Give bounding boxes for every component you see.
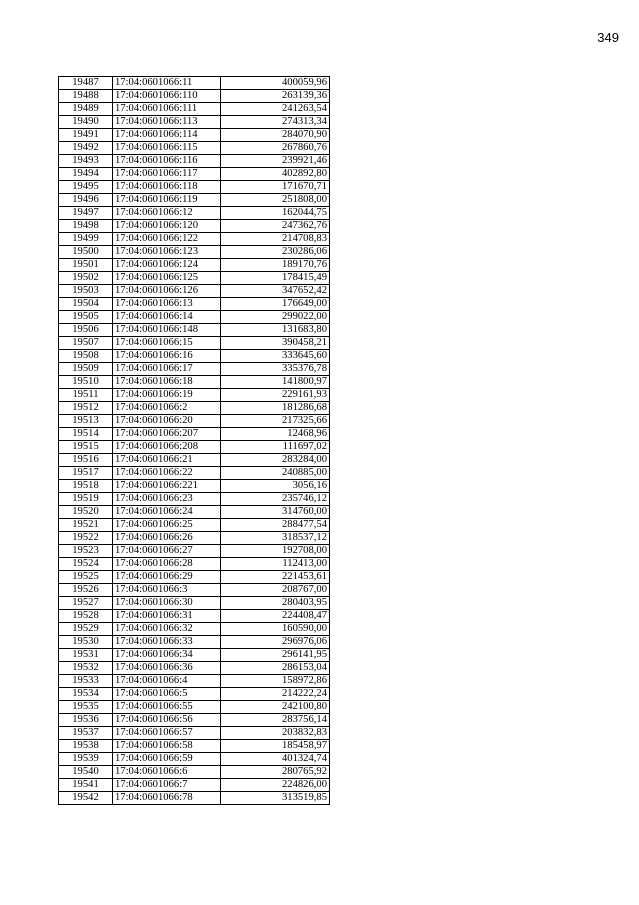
table-row: [59, 155, 330, 168]
cadastral-number-cell: 17:04:0601066:22: [113, 467, 221, 480]
row-number-cell: 19498: [59, 220, 113, 233]
value-cell: 390458,21: [221, 337, 330, 350]
row-number-cell: 19489: [59, 103, 113, 116]
cadastral-number-cell: 17:04:0601066:17: [113, 363, 221, 376]
row-number-cell: 19538: [59, 740, 113, 753]
value-cell: 214708,83: [221, 233, 330, 246]
cadastral-number-cell: 17:04:0601066:32: [113, 623, 221, 636]
cadastral-number-cell: 17:04:0601066:29: [113, 571, 221, 584]
table-row: [59, 428, 330, 441]
cadastral-number-cell: 17:04:0601066:126: [113, 285, 221, 298]
value-cell: 400059,96: [221, 77, 330, 90]
table-row: [59, 506, 330, 519]
cadastral-number-cell: 17:04:0601066:110: [113, 90, 221, 103]
value-cell: 131683,80: [221, 324, 330, 337]
cadastral-number-cell: 17:04:0601066:114: [113, 129, 221, 142]
row-number-cell: 19539: [59, 753, 113, 766]
row-number-cell: 19510: [59, 376, 113, 389]
table-row: [59, 532, 330, 545]
value-cell: 335376,78: [221, 363, 330, 376]
value-cell: 401324,74: [221, 753, 330, 766]
cadastral-number-cell: 17:04:0601066:21: [113, 454, 221, 467]
cadastral-number-cell: 17:04:0601066:34: [113, 649, 221, 662]
value-cell: 221453,61: [221, 571, 330, 584]
table-row: [59, 324, 330, 337]
cadastral-number-cell: 17:04:0601066:24: [113, 506, 221, 519]
row-number-cell: 19536: [59, 714, 113, 727]
cadastral-number-cell: 17:04:0601066:122: [113, 233, 221, 246]
value-cell: 208767,00: [221, 584, 330, 597]
row-number-cell: 19511: [59, 389, 113, 402]
value-cell: 230286,06: [221, 246, 330, 259]
value-cell: 171670,71: [221, 181, 330, 194]
row-number-cell: 19503: [59, 285, 113, 298]
table-row: [59, 714, 330, 727]
table-row: [59, 129, 330, 142]
value-cell: 217325,66: [221, 415, 330, 428]
value-cell: 189170,76: [221, 259, 330, 272]
table-row: [59, 727, 330, 740]
value-cell: 203832,83: [221, 727, 330, 740]
value-cell: 176649,00: [221, 298, 330, 311]
cadastral-number-cell: 17:04:0601066:125: [113, 272, 221, 285]
value-cell: 283284,00: [221, 454, 330, 467]
table-row: [59, 493, 330, 506]
cadastral-number-cell: 17:04:0601066:28: [113, 558, 221, 571]
table-row: [59, 441, 330, 454]
value-cell: 235746,12: [221, 493, 330, 506]
value-cell: 192708,00: [221, 545, 330, 558]
row-number-cell: 19522: [59, 532, 113, 545]
row-number-cell: 19514: [59, 428, 113, 441]
value-cell: 296141,95: [221, 649, 330, 662]
cadastral-number-cell: 17:04:0601066:57: [113, 727, 221, 740]
cadastral-number-cell: 17:04:0601066:20: [113, 415, 221, 428]
cadastral-number-cell: 17:04:0601066:119: [113, 194, 221, 207]
value-cell: 247362,76: [221, 220, 330, 233]
row-number-cell: 19491: [59, 129, 113, 142]
table-row: [59, 623, 330, 636]
value-cell: 286153,04: [221, 662, 330, 675]
table-row: [59, 298, 330, 311]
value-cell: 214222,24: [221, 688, 330, 701]
row-number-cell: 19541: [59, 779, 113, 792]
row-number-cell: 19525: [59, 571, 113, 584]
row-number-cell: 19523: [59, 545, 113, 558]
value-cell: 267860,76: [221, 142, 330, 155]
row-number-cell: 19488: [59, 90, 113, 103]
table-row: [59, 467, 330, 480]
value-cell: 112413,00: [221, 558, 330, 571]
cadastral-number-cell: 17:04:0601066:14: [113, 311, 221, 324]
cadastral-number-cell: 17:04:0601066:15: [113, 337, 221, 350]
value-cell: 239921,46: [221, 155, 330, 168]
cadastral-number-cell: 17:04:0601066:31: [113, 610, 221, 623]
row-number-cell: 19499: [59, 233, 113, 246]
table-row: [59, 337, 330, 350]
table-row: [59, 194, 330, 207]
cadastral-number-cell: 17:04:0601066:7: [113, 779, 221, 792]
value-cell: 284070,90: [221, 129, 330, 142]
table-row: [59, 389, 330, 402]
row-number-cell: 19527: [59, 597, 113, 610]
value-cell: 181286,68: [221, 402, 330, 415]
table-row: [59, 376, 330, 389]
cadastral-number-cell: 17:04:0601066:36: [113, 662, 221, 675]
row-number-cell: 19502: [59, 272, 113, 285]
row-number-cell: 19515: [59, 441, 113, 454]
row-number-cell: 19531: [59, 649, 113, 662]
row-number-cell: 19535: [59, 701, 113, 714]
value-cell: 296976,06: [221, 636, 330, 649]
value-cell: 141800,97: [221, 376, 330, 389]
table-row: [59, 207, 330, 220]
row-number-cell: 19518: [59, 480, 113, 493]
value-cell: 241263,54: [221, 103, 330, 116]
table-row: [59, 272, 330, 285]
table-row: [59, 753, 330, 766]
table-row: [59, 571, 330, 584]
table-row: [59, 246, 330, 259]
row-number-cell: 19505: [59, 311, 113, 324]
cadastral-number-cell: 17:04:0601066:33: [113, 636, 221, 649]
value-cell: 178415,49: [221, 272, 330, 285]
cadastral-number-cell: 17:04:0601066:3: [113, 584, 221, 597]
cadastral-number-cell: 17:04:0601066:25: [113, 519, 221, 532]
table-body: [59, 77, 330, 805]
value-cell: 12468,96: [221, 428, 330, 441]
value-cell: 313519,85: [221, 792, 330, 805]
page-number: 349: [597, 30, 619, 45]
table-row: [59, 402, 330, 415]
cadastral-number-cell: 17:04:0601066:30: [113, 597, 221, 610]
table-row: [59, 181, 330, 194]
value-cell: 251808,00: [221, 194, 330, 207]
row-number-cell: 19533: [59, 675, 113, 688]
row-number-cell: 19519: [59, 493, 113, 506]
table-row: [59, 636, 330, 649]
row-number-cell: 19497: [59, 207, 113, 220]
row-number-cell: 19520: [59, 506, 113, 519]
row-number-cell: 19512: [59, 402, 113, 415]
cadastral-number-cell: 17:04:0601066:27: [113, 545, 221, 558]
table-row: [59, 103, 330, 116]
row-number-cell: 19508: [59, 350, 113, 363]
row-number-cell: 19513: [59, 415, 113, 428]
value-cell: 224408,47: [221, 610, 330, 623]
cadastral-number-cell: 17:04:0601066:221: [113, 480, 221, 493]
row-number-cell: 19501: [59, 259, 113, 272]
cadastral-value-table: [58, 76, 330, 805]
row-number-cell: 19496: [59, 194, 113, 207]
table-row: [59, 116, 330, 129]
row-number-cell: 19500: [59, 246, 113, 259]
table-row: [59, 142, 330, 155]
row-number-cell: 19493: [59, 155, 113, 168]
table-row: [59, 766, 330, 779]
table-row: [59, 168, 330, 181]
row-number-cell: 19487: [59, 77, 113, 90]
row-number-cell: 19529: [59, 623, 113, 636]
value-cell: 299022,00: [221, 311, 330, 324]
row-number-cell: 19490: [59, 116, 113, 129]
value-cell: 263139,36: [221, 90, 330, 103]
row-number-cell: 19504: [59, 298, 113, 311]
table-row: [59, 233, 330, 246]
value-cell: 283756,14: [221, 714, 330, 727]
row-number-cell: 19516: [59, 454, 113, 467]
cadastral-number-cell: 17:04:0601066:11: [113, 77, 221, 90]
row-number-cell: 19532: [59, 662, 113, 675]
cadastral-number-cell: 17:04:0601066:4: [113, 675, 221, 688]
cadastral-number-cell: 17:04:0601066:5: [113, 688, 221, 701]
cadastral-number-cell: 17:04:0601066:111: [113, 103, 221, 116]
table-row: [59, 363, 330, 376]
row-number-cell: 19509: [59, 363, 113, 376]
row-number-cell: 19540: [59, 766, 113, 779]
table-row: [59, 285, 330, 298]
row-number-cell: 19537: [59, 727, 113, 740]
value-cell: 280403,95: [221, 597, 330, 610]
table-row: [59, 701, 330, 714]
table-row: [59, 558, 330, 571]
table-row: [59, 77, 330, 90]
value-cell: 3056,16: [221, 480, 330, 493]
value-cell: 288477,54: [221, 519, 330, 532]
cadastral-number-cell: 17:04:0601066:115: [113, 142, 221, 155]
cadastral-number-cell: 17:04:0601066:6: [113, 766, 221, 779]
value-cell: 318537,12: [221, 532, 330, 545]
table-row: [59, 675, 330, 688]
value-cell: 333645,60: [221, 350, 330, 363]
value-cell: 280765,92: [221, 766, 330, 779]
value-cell: 162044,75: [221, 207, 330, 220]
cadastral-number-cell: 17:04:0601066:124: [113, 259, 221, 272]
row-number-cell: 19530: [59, 636, 113, 649]
row-number-cell: 19517: [59, 467, 113, 480]
value-cell: 185458,97: [221, 740, 330, 753]
cadastral-number-cell: 17:04:0601066:18: [113, 376, 221, 389]
row-number-cell: 19495: [59, 181, 113, 194]
cadastral-number-cell: 17:04:0601066:117: [113, 168, 221, 181]
value-cell: 240885,00: [221, 467, 330, 480]
row-number-cell: 19526: [59, 584, 113, 597]
cadastral-number-cell: 17:04:0601066:13: [113, 298, 221, 311]
cadastral-number-cell: 17:04:0601066:208: [113, 441, 221, 454]
row-number-cell: 19534: [59, 688, 113, 701]
row-number-cell: 19524: [59, 558, 113, 571]
cadastral-number-cell: 17:04:0601066:2: [113, 402, 221, 415]
cadastral-number-cell: 17:04:0601066:23: [113, 493, 221, 506]
value-cell: 347652,42: [221, 285, 330, 298]
cadastral-number-cell: 17:04:0601066:118: [113, 181, 221, 194]
value-cell: 274313,34: [221, 116, 330, 129]
cadastral-number-cell: 17:04:0601066:116: [113, 155, 221, 168]
value-cell: 314760,00: [221, 506, 330, 519]
table-row: [59, 649, 330, 662]
table-row: [59, 597, 330, 610]
cadastral-number-cell: 17:04:0601066:16: [113, 350, 221, 363]
table-row: [59, 519, 330, 532]
row-number-cell: 19507: [59, 337, 113, 350]
cadastral-number-cell: 17:04:0601066:59: [113, 753, 221, 766]
table-row: [59, 792, 330, 805]
table-row: [59, 311, 330, 324]
table-row: [59, 688, 330, 701]
value-cell: 402892,80: [221, 168, 330, 181]
table-row: [59, 740, 330, 753]
row-number-cell: 19521: [59, 519, 113, 532]
table-row: [59, 610, 330, 623]
table-row: [59, 584, 330, 597]
cadastral-number-cell: 17:04:0601066:113: [113, 116, 221, 129]
cadastral-number-cell: 17:04:0601066:78: [113, 792, 221, 805]
table-row: [59, 90, 330, 103]
table-row: [59, 545, 330, 558]
value-cell: 224826,00: [221, 779, 330, 792]
table-row: [59, 220, 330, 233]
cadastral-number-cell: 17:04:0601066:123: [113, 246, 221, 259]
row-number-cell: 19528: [59, 610, 113, 623]
cadastral-number-cell: 17:04:0601066:148: [113, 324, 221, 337]
row-number-cell: 19494: [59, 168, 113, 181]
cadastral-number-cell: 17:04:0601066:26: [113, 532, 221, 545]
cadastral-number-cell: 17:04:0601066:12: [113, 207, 221, 220]
value-cell: 158972,86: [221, 675, 330, 688]
row-number-cell: 19492: [59, 142, 113, 155]
value-cell: 242100,80: [221, 701, 330, 714]
table-row: [59, 779, 330, 792]
table-row: [59, 259, 330, 272]
row-number-cell: 19542: [59, 792, 113, 805]
value-cell: 160590,00: [221, 623, 330, 636]
table-row: [59, 350, 330, 363]
value-cell: 111697,02: [221, 441, 330, 454]
table-row: [59, 454, 330, 467]
cadastral-number-cell: 17:04:0601066:55: [113, 701, 221, 714]
table-row: [59, 480, 330, 493]
cadastral-number-cell: 17:04:0601066:58: [113, 740, 221, 753]
cadastral-number-cell: 17:04:0601066:207: [113, 428, 221, 441]
cadastral-number-cell: 17:04:0601066:56: [113, 714, 221, 727]
row-number-cell: 19506: [59, 324, 113, 337]
table-row: [59, 662, 330, 675]
value-cell: 229161,93: [221, 389, 330, 402]
table-row: [59, 415, 330, 428]
cadastral-number-cell: 17:04:0601066:19: [113, 389, 221, 402]
cadastral-number-cell: 17:04:0601066:120: [113, 220, 221, 233]
